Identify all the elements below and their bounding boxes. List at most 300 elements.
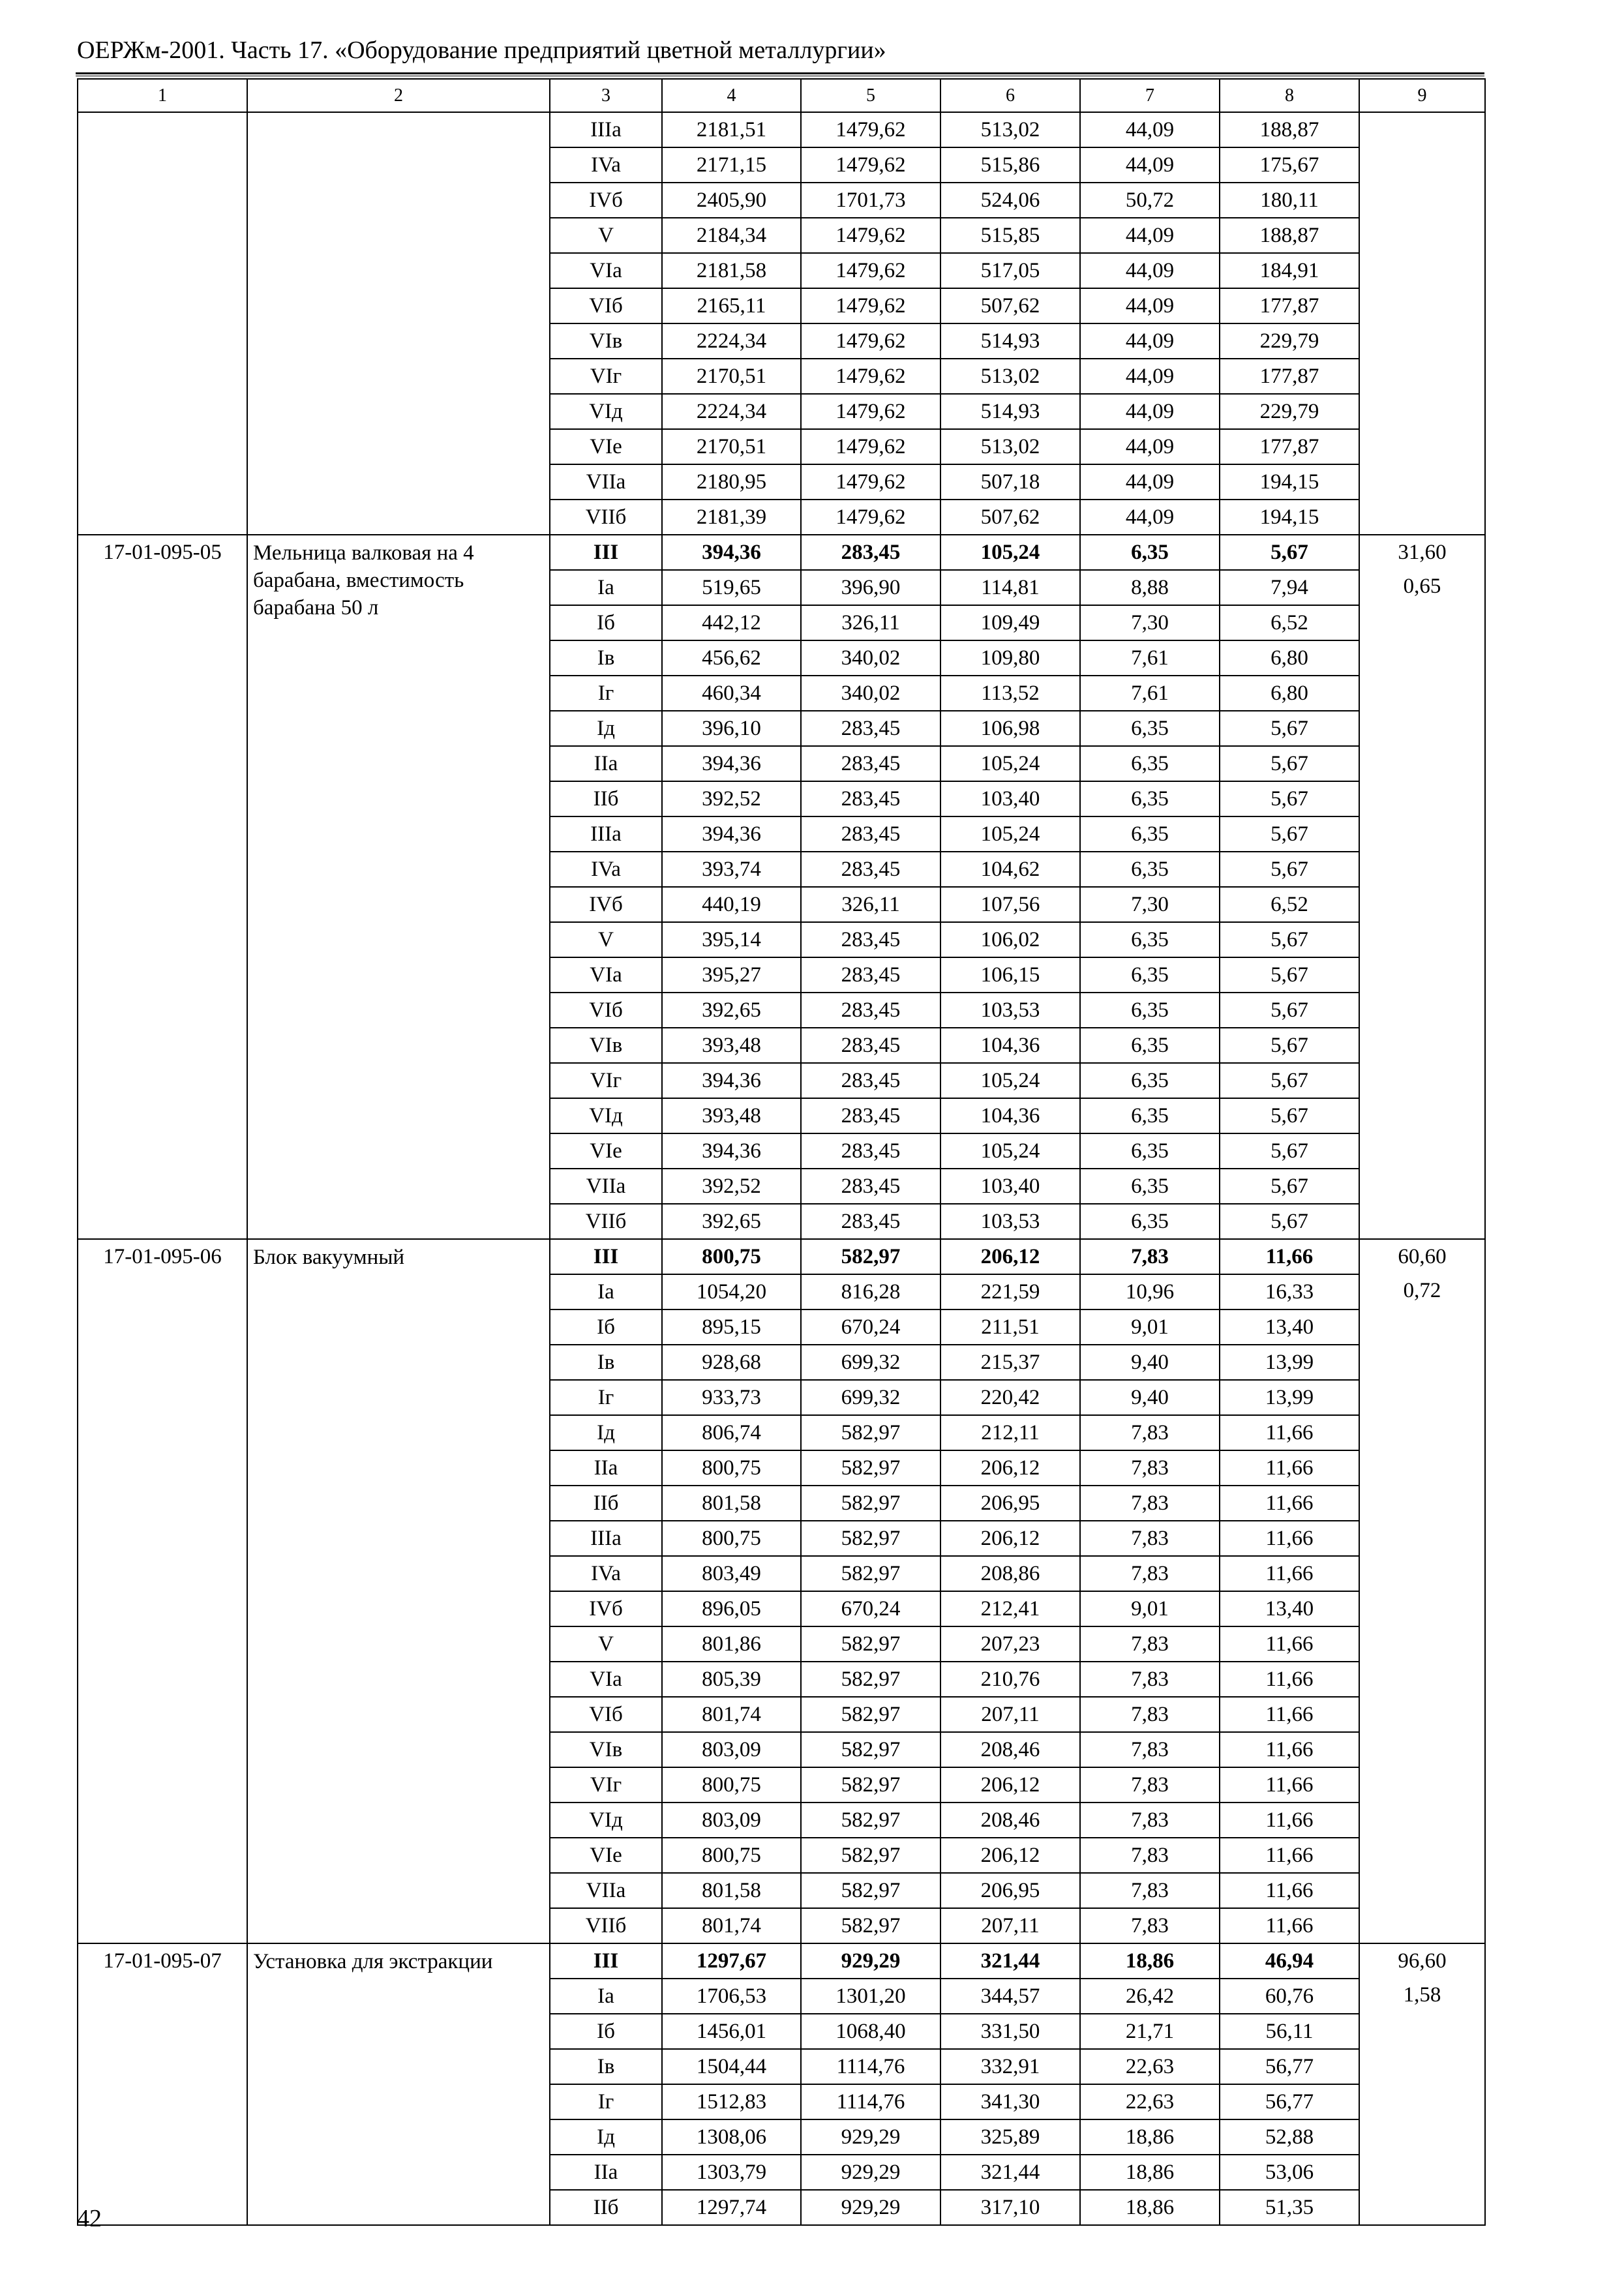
- machine-wages-cell: 44,09: [1080, 253, 1220, 288]
- zone-cell: VIг: [550, 359, 662, 394]
- materials-cell: 11,66: [1220, 1450, 1359, 1486]
- wages-cell: 283,45: [801, 993, 940, 1028]
- machine-wages-cell: 6,35: [1080, 922, 1220, 957]
- machine-wages-cell: 6,35: [1080, 1063, 1220, 1098]
- materials-cell: 229,79: [1220, 323, 1359, 359]
- machine-operation-cell: 212,11: [940, 1415, 1080, 1450]
- wages-cell: 1479,62: [801, 218, 940, 253]
- labor-hours-value: 96,60: [1398, 1949, 1447, 1973]
- machine-wages-cell: 44,09: [1080, 394, 1220, 429]
- zone-cell: IVб: [550, 887, 662, 922]
- machine-wages-cell: 50,72: [1080, 183, 1220, 218]
- zone-cell: VIд: [550, 1803, 662, 1838]
- column-number: 4: [662, 79, 801, 112]
- machine-wages-cell: 7,83: [1080, 1626, 1220, 1662]
- zone-cell: IIб: [550, 781, 662, 816]
- machine-operation-cell: 109,80: [940, 640, 1080, 676]
- wages-cell: 816,28: [801, 1274, 940, 1309]
- total-cost-cell: 2180,95: [662, 464, 801, 500]
- wages-cell: 670,24: [801, 1591, 940, 1626]
- machine-operation-cell: 507,62: [940, 288, 1080, 323]
- machine-operation-cell: 207,23: [940, 1626, 1080, 1662]
- wages-cell: 283,45: [801, 852, 940, 887]
- machine-wages-cell: 6,35: [1080, 746, 1220, 781]
- machine-wages-cell: 18,86: [1080, 2155, 1220, 2190]
- zone-cell: Iд: [550, 711, 662, 746]
- wages-cell: 1479,62: [801, 112, 940, 147]
- machine-operation-cell: 113,52: [940, 676, 1080, 711]
- total-cost-cell: 806,74: [662, 1415, 801, 1450]
- item-code-cell: [78, 112, 247, 535]
- total-cost-cell: 392,65: [662, 1204, 801, 1239]
- machine-operation-cell: 207,11: [940, 1697, 1080, 1732]
- zone-cell: III: [550, 1239, 662, 1274]
- total-cost-cell: 440,19: [662, 887, 801, 922]
- machine-wages-cell: 6,35: [1080, 1204, 1220, 1239]
- total-cost-cell: 2165,11: [662, 288, 801, 323]
- zone-cell: VIe: [550, 429, 662, 464]
- machine-wages-cell: 6,35: [1080, 1169, 1220, 1204]
- materials-cell: 5,67: [1220, 711, 1359, 746]
- materials-cell: 5,67: [1220, 922, 1359, 957]
- materials-cell: 5,67: [1220, 1028, 1359, 1063]
- total-cost-cell: 801,86: [662, 1626, 801, 1662]
- materials-cell: 13,40: [1220, 1591, 1359, 1626]
- total-cost-cell: 800,75: [662, 1239, 801, 1274]
- wages-cell: 699,32: [801, 1380, 940, 1415]
- item-name-cell: Мельница валковая на 4 барабана, вместимость барабана 50 л: [247, 535, 550, 1239]
- machine-operation-cell: 220,42: [940, 1380, 1080, 1415]
- wages-cell: 670,24: [801, 1309, 940, 1345]
- wages-cell: 326,11: [801, 887, 940, 922]
- total-cost-cell: 1706,53: [662, 1979, 801, 2014]
- item-code-cell: 17-01-095-05: [78, 535, 247, 1239]
- machine-operation-cell: 341,30: [940, 2084, 1080, 2119]
- wages-cell: 1479,62: [801, 359, 940, 394]
- column-number: 9: [1359, 79, 1485, 112]
- materials-cell: 56,77: [1220, 2084, 1359, 2119]
- materials-cell: 5,67: [1220, 535, 1359, 570]
- machine-operation-cell: 513,02: [940, 359, 1080, 394]
- wages-cell: 283,45: [801, 1098, 940, 1133]
- materials-cell: 11,66: [1220, 1239, 1359, 1274]
- wages-cell: 1479,62: [801, 288, 940, 323]
- machine-operation-cell: 507,62: [940, 500, 1080, 535]
- column-number: 1: [78, 79, 247, 112]
- zone-cell: VIa: [550, 1662, 662, 1697]
- wages-cell: 1479,62: [801, 464, 940, 500]
- total-cost-cell: 442,12: [662, 605, 801, 640]
- materials-cell: 11,66: [1220, 1767, 1359, 1803]
- wages-cell: 1479,62: [801, 253, 940, 288]
- materials-cell: 56,77: [1220, 2049, 1359, 2084]
- wages-cell: 340,02: [801, 640, 940, 676]
- zone-cell: VIв: [550, 323, 662, 359]
- machine-operation-cell: 103,40: [940, 1169, 1080, 1204]
- zone-cell: VIIa: [550, 464, 662, 500]
- materials-cell: 5,67: [1220, 993, 1359, 1028]
- total-cost-cell: 2184,34: [662, 218, 801, 253]
- materials-cell: 53,06: [1220, 2155, 1359, 2190]
- zone-cell: IVa: [550, 1556, 662, 1591]
- wages-cell: 929,29: [801, 1943, 940, 1979]
- machine-wages-cell: 7,83: [1080, 1908, 1220, 1943]
- wages-cell: 283,45: [801, 922, 940, 957]
- total-cost-cell: 393,48: [662, 1028, 801, 1063]
- wages-cell: 283,45: [801, 746, 940, 781]
- machine-wages-cell: 6,35: [1080, 816, 1220, 852]
- machine-operation-cell: 206,12: [940, 1450, 1080, 1486]
- item-code-cell: 17-01-095-06: [78, 1239, 247, 1943]
- materials-cell: 16,33: [1220, 1274, 1359, 1309]
- machine-operation-cell: 321,44: [940, 1943, 1080, 1979]
- total-cost-cell: 2405,90: [662, 183, 801, 218]
- wages-cell: 582,97: [801, 1732, 940, 1767]
- materials-cell: 13,99: [1220, 1380, 1359, 1415]
- materials-cell: 11,66: [1220, 1697, 1359, 1732]
- materials-cell: 13,99: [1220, 1345, 1359, 1380]
- item-base-row: [78, 535, 1485, 570]
- materials-cell: 5,67: [1220, 1133, 1359, 1169]
- wages-cell: 582,97: [801, 1415, 940, 1450]
- total-cost-cell: 1303,79: [662, 2155, 801, 2190]
- materials-cell: 5,67: [1220, 852, 1359, 887]
- zone-cell: VIIa: [550, 1873, 662, 1908]
- total-cost-cell: 803,49: [662, 1556, 801, 1591]
- machine-operation-cell: 515,85: [940, 218, 1080, 253]
- zone-cell: VIб: [550, 288, 662, 323]
- item-code-cell: 17-01-095-07: [78, 1943, 247, 2225]
- labor-cost-cell: [1359, 1943, 1485, 2225]
- wages-cell: 283,45: [801, 1169, 940, 1204]
- machine-wages-cell: 7,83: [1080, 1556, 1220, 1591]
- materials-cell: 13,40: [1220, 1309, 1359, 1345]
- total-cost-cell: 801,58: [662, 1486, 801, 1521]
- machine-operation-cell: 211,51: [940, 1309, 1080, 1345]
- machine-wages-cell: 6,35: [1080, 781, 1220, 816]
- materials-cell: 11,66: [1220, 1873, 1359, 1908]
- machine-operation-cell: 515,86: [940, 147, 1080, 183]
- machine-operation-cell: 206,95: [940, 1873, 1080, 1908]
- machine-wages-cell: 6,35: [1080, 535, 1220, 570]
- machine-operation-cell: 215,37: [940, 1345, 1080, 1380]
- materials-cell: 6,80: [1220, 676, 1359, 711]
- total-cost-cell: 394,36: [662, 816, 801, 852]
- machine-wages-cell: 7,61: [1080, 640, 1220, 676]
- zone-cell: Ia: [550, 1274, 662, 1309]
- wages-cell: 283,45: [801, 957, 940, 993]
- total-cost-cell: 2224,34: [662, 394, 801, 429]
- machine-operation-cell: 321,44: [940, 2155, 1080, 2190]
- zone-cell: VIд: [550, 1098, 662, 1133]
- machine-operation-cell: 105,24: [940, 1133, 1080, 1169]
- wages-cell: 1114,76: [801, 2049, 940, 2084]
- machine-operation-cell: 517,05: [940, 253, 1080, 288]
- price-table: [77, 78, 1486, 2226]
- machine-wages-cell: 44,09: [1080, 323, 1220, 359]
- wages-cell: 582,97: [801, 1486, 940, 1521]
- wages-cell: 582,97: [801, 1626, 940, 1662]
- wages-cell: 582,97: [801, 1908, 940, 1943]
- zone-cell: V: [550, 922, 662, 957]
- total-cost-cell: 2181,51: [662, 112, 801, 147]
- materials-cell: 5,67: [1220, 1098, 1359, 1133]
- wages-cell: 582,97: [801, 1239, 940, 1274]
- machine-wages-cell: 6,35: [1080, 957, 1220, 993]
- total-cost-cell: 1297,67: [662, 1943, 801, 1979]
- wages-cell: 1479,62: [801, 323, 940, 359]
- zone-cell: IVa: [550, 852, 662, 887]
- materials-cell: 11,66: [1220, 1662, 1359, 1697]
- header-rule: [76, 72, 1484, 74]
- total-cost-cell: 2170,51: [662, 429, 801, 464]
- machine-operation-cell: 524,06: [940, 183, 1080, 218]
- total-cost-cell: 2181,58: [662, 253, 801, 288]
- total-cost-cell: 803,09: [662, 1732, 801, 1767]
- machine-operation-cell: 206,12: [940, 1239, 1080, 1274]
- total-cost-cell: 1297,74: [662, 2190, 801, 2225]
- zone-cell: IIIa: [550, 112, 662, 147]
- machine-operation-cell: 208,46: [940, 1732, 1080, 1767]
- materials-cell: 11,66: [1220, 1908, 1359, 1943]
- wages-cell: 1479,62: [801, 500, 940, 535]
- machine-wages-cell: 7,83: [1080, 1486, 1220, 1521]
- machine-operation-cell: 105,24: [940, 746, 1080, 781]
- zone-cell: VIIa: [550, 1169, 662, 1204]
- wages-cell: 1301,20: [801, 1979, 940, 2014]
- machine-operation-cell: 344,57: [940, 1979, 1080, 2014]
- machine-wages-cell: 21,71: [1080, 2014, 1220, 2049]
- machine-operation-cell: 106,02: [940, 922, 1080, 957]
- materials-cell: 5,67: [1220, 746, 1359, 781]
- materials-cell: 56,11: [1220, 2014, 1359, 2049]
- machine-operation-cell: 206,12: [940, 1521, 1080, 1556]
- labor-hours-value: 31,60: [1398, 541, 1447, 564]
- materials-cell: 229,79: [1220, 394, 1359, 429]
- wages-cell: 283,45: [801, 1204, 940, 1239]
- zone-cell: Iв: [550, 2049, 662, 2084]
- wages-cell: 283,45: [801, 1028, 940, 1063]
- wages-cell: 326,11: [801, 605, 940, 640]
- total-cost-cell: 460,34: [662, 676, 801, 711]
- machine-wages-cell: 7,61: [1080, 676, 1220, 711]
- machine-operation-cell: 105,24: [940, 1063, 1080, 1098]
- machine-operation-cell: 105,24: [940, 816, 1080, 852]
- machine-operation-cell: 104,36: [940, 1098, 1080, 1133]
- materials-cell: 11,66: [1220, 1486, 1359, 1521]
- total-cost-cell: 392,52: [662, 781, 801, 816]
- total-cost-cell: 800,75: [662, 1521, 801, 1556]
- machine-wages-cell: 9,40: [1080, 1345, 1220, 1380]
- materials-cell: 5,67: [1220, 1169, 1359, 1204]
- zone-cell: Iб: [550, 1309, 662, 1345]
- wages-cell: 1479,62: [801, 147, 940, 183]
- materials-cell: 60,76: [1220, 1979, 1359, 2014]
- machine-wages-cell: 7,83: [1080, 1732, 1220, 1767]
- zone-cell: Iб: [550, 605, 662, 640]
- materials-cell: 188,87: [1220, 218, 1359, 253]
- wages-cell: 582,97: [801, 1767, 940, 1803]
- column-number: 5: [801, 79, 940, 112]
- zone-cell: Iг: [550, 1380, 662, 1415]
- total-cost-cell: 801,74: [662, 1908, 801, 1943]
- machine-operation-cell: 104,36: [940, 1028, 1080, 1063]
- total-cost-cell: 803,09: [662, 1803, 801, 1838]
- machinist-hours-value: 0,65: [1403, 575, 1441, 598]
- machine-operation-cell: 207,11: [940, 1908, 1080, 1943]
- wages-cell: 582,97: [801, 1662, 940, 1697]
- table-body: [78, 79, 1485, 2225]
- machine-wages-cell: 7,83: [1080, 1662, 1220, 1697]
- wages-cell: 582,97: [801, 1521, 940, 1556]
- wages-cell: 283,45: [801, 711, 940, 746]
- machine-operation-cell: 507,18: [940, 464, 1080, 500]
- zone-cell: VIe: [550, 1133, 662, 1169]
- zone-cell: VIг: [550, 1767, 662, 1803]
- machine-wages-cell: 7,83: [1080, 1450, 1220, 1486]
- machine-wages-cell: 22,63: [1080, 2084, 1220, 2119]
- machine-wages-cell: 18,86: [1080, 2119, 1220, 2155]
- total-cost-cell: 805,39: [662, 1662, 801, 1697]
- machine-operation-cell: 513,02: [940, 112, 1080, 147]
- machine-operation-cell: 103,53: [940, 1204, 1080, 1239]
- zone-cell: Ia: [550, 570, 662, 605]
- wages-cell: 929,29: [801, 2155, 940, 2190]
- total-cost-cell: 801,58: [662, 1873, 801, 1908]
- machine-wages-cell: 8,88: [1080, 570, 1220, 605]
- wages-cell: 582,97: [801, 1838, 940, 1873]
- wages-cell: 699,32: [801, 1345, 940, 1380]
- column-number-row: [78, 79, 1485, 112]
- total-cost-cell: 392,65: [662, 993, 801, 1028]
- machine-wages-cell: 44,09: [1080, 359, 1220, 394]
- zone-cell: VIIб: [550, 1204, 662, 1239]
- machine-wages-cell: 44,09: [1080, 112, 1220, 147]
- total-cost-cell: 800,75: [662, 1838, 801, 1873]
- materials-cell: 5,67: [1220, 1063, 1359, 1098]
- wages-cell: 582,97: [801, 1697, 940, 1732]
- total-cost-cell: 395,27: [662, 957, 801, 993]
- materials-cell: 184,91: [1220, 253, 1359, 288]
- zone-cell: VIIб: [550, 1908, 662, 1943]
- materials-cell: 6,52: [1220, 605, 1359, 640]
- zone-cell: VIa: [550, 253, 662, 288]
- total-cost-cell: 928,68: [662, 1345, 801, 1380]
- machine-wages-cell: 44,09: [1080, 147, 1220, 183]
- total-cost-cell: 395,14: [662, 922, 801, 957]
- materials-cell: 11,66: [1220, 1521, 1359, 1556]
- machine-wages-cell: 44,09: [1080, 288, 1220, 323]
- materials-cell: 188,87: [1220, 112, 1359, 147]
- wages-cell: 582,97: [801, 1803, 940, 1838]
- materials-cell: 5,67: [1220, 957, 1359, 993]
- total-cost-cell: 801,74: [662, 1697, 801, 1732]
- machine-operation-cell: 104,62: [940, 852, 1080, 887]
- zone-cell: Iд: [550, 2119, 662, 2155]
- materials-cell: 177,87: [1220, 429, 1359, 464]
- column-number: 3: [550, 79, 662, 112]
- zone-cell: IVб: [550, 1591, 662, 1626]
- materials-cell: 11,66: [1220, 1732, 1359, 1767]
- materials-cell: 7,94: [1220, 570, 1359, 605]
- labor-cost-cell: [1359, 112, 1485, 535]
- item-base-row: [78, 1239, 1485, 1274]
- zone-cell: VIд: [550, 394, 662, 429]
- materials-cell: 194,15: [1220, 500, 1359, 535]
- labor-hours-value: 60,60: [1398, 1245, 1447, 1268]
- wages-cell: 582,97: [801, 1873, 940, 1908]
- machine-operation-cell: 107,56: [940, 887, 1080, 922]
- materials-cell: 11,66: [1220, 1415, 1359, 1450]
- machine-wages-cell: 6,35: [1080, 1028, 1220, 1063]
- materials-cell: 177,87: [1220, 359, 1359, 394]
- total-cost-cell: 394,36: [662, 746, 801, 781]
- page-number: 42: [77, 2205, 102, 2232]
- zone-cell: IVб: [550, 183, 662, 218]
- column-number: 8: [1220, 79, 1359, 112]
- machine-operation-cell: 221,59: [940, 1274, 1080, 1309]
- wages-cell: 1479,62: [801, 429, 940, 464]
- zone-cell: V: [550, 218, 662, 253]
- item-name-cell: [247, 112, 550, 535]
- total-cost-cell: 896,05: [662, 1591, 801, 1626]
- machine-wages-cell: 10,96: [1080, 1274, 1220, 1309]
- zone-cell: Iг: [550, 676, 662, 711]
- wages-cell: 582,97: [801, 1450, 940, 1486]
- zone-cell: IIa: [550, 1450, 662, 1486]
- zone-cell: VIe: [550, 1838, 662, 1873]
- machine-operation-cell: 514,93: [940, 394, 1080, 429]
- total-cost-cell: 933,73: [662, 1380, 801, 1415]
- zone-cell: Iб: [550, 2014, 662, 2049]
- zone-cell: VIг: [550, 1063, 662, 1098]
- total-cost-cell: 1308,06: [662, 2119, 801, 2155]
- machine-operation-cell: 212,41: [940, 1591, 1080, 1626]
- item-name-cell: Установка для экстракции: [247, 1943, 550, 2225]
- total-cost-cell: 2171,15: [662, 147, 801, 183]
- machine-wages-cell: 6,35: [1080, 1133, 1220, 1169]
- zone-cell: Iд: [550, 1415, 662, 1450]
- machine-wages-cell: 18,86: [1080, 1943, 1220, 1979]
- machine-operation-cell: 332,91: [940, 2049, 1080, 2084]
- machine-wages-cell: 44,09: [1080, 500, 1220, 535]
- machine-operation-cell: 109,49: [940, 605, 1080, 640]
- total-cost-cell: 396,10: [662, 711, 801, 746]
- machine-operation-cell: 105,24: [940, 535, 1080, 570]
- machine-wages-cell: 26,42: [1080, 1979, 1220, 2014]
- zone-cell: Ia: [550, 1979, 662, 2014]
- machine-wages-cell: 22,63: [1080, 2049, 1220, 2084]
- zone-cell: VIв: [550, 1028, 662, 1063]
- machine-operation-cell: 206,12: [940, 1838, 1080, 1873]
- machine-wages-cell: 6,35: [1080, 993, 1220, 1028]
- wages-cell: 340,02: [801, 676, 940, 711]
- machine-wages-cell: 6,35: [1080, 711, 1220, 746]
- materials-cell: 51,35: [1220, 2190, 1359, 2225]
- machine-wages-cell: 7,83: [1080, 1767, 1220, 1803]
- wages-cell: 283,45: [801, 1133, 940, 1169]
- total-cost-cell: 1512,83: [662, 2084, 801, 2119]
- zone-cell: V: [550, 1626, 662, 1662]
- zone-cell: III: [550, 535, 662, 570]
- machine-wages-cell: 7,83: [1080, 1873, 1220, 1908]
- column-number: 2: [247, 79, 550, 112]
- total-cost-cell: 456,62: [662, 640, 801, 676]
- wages-cell: 283,45: [801, 781, 940, 816]
- wages-cell: 283,45: [801, 1063, 940, 1098]
- materials-cell: 5,67: [1220, 1204, 1359, 1239]
- zone-cell: IVa: [550, 147, 662, 183]
